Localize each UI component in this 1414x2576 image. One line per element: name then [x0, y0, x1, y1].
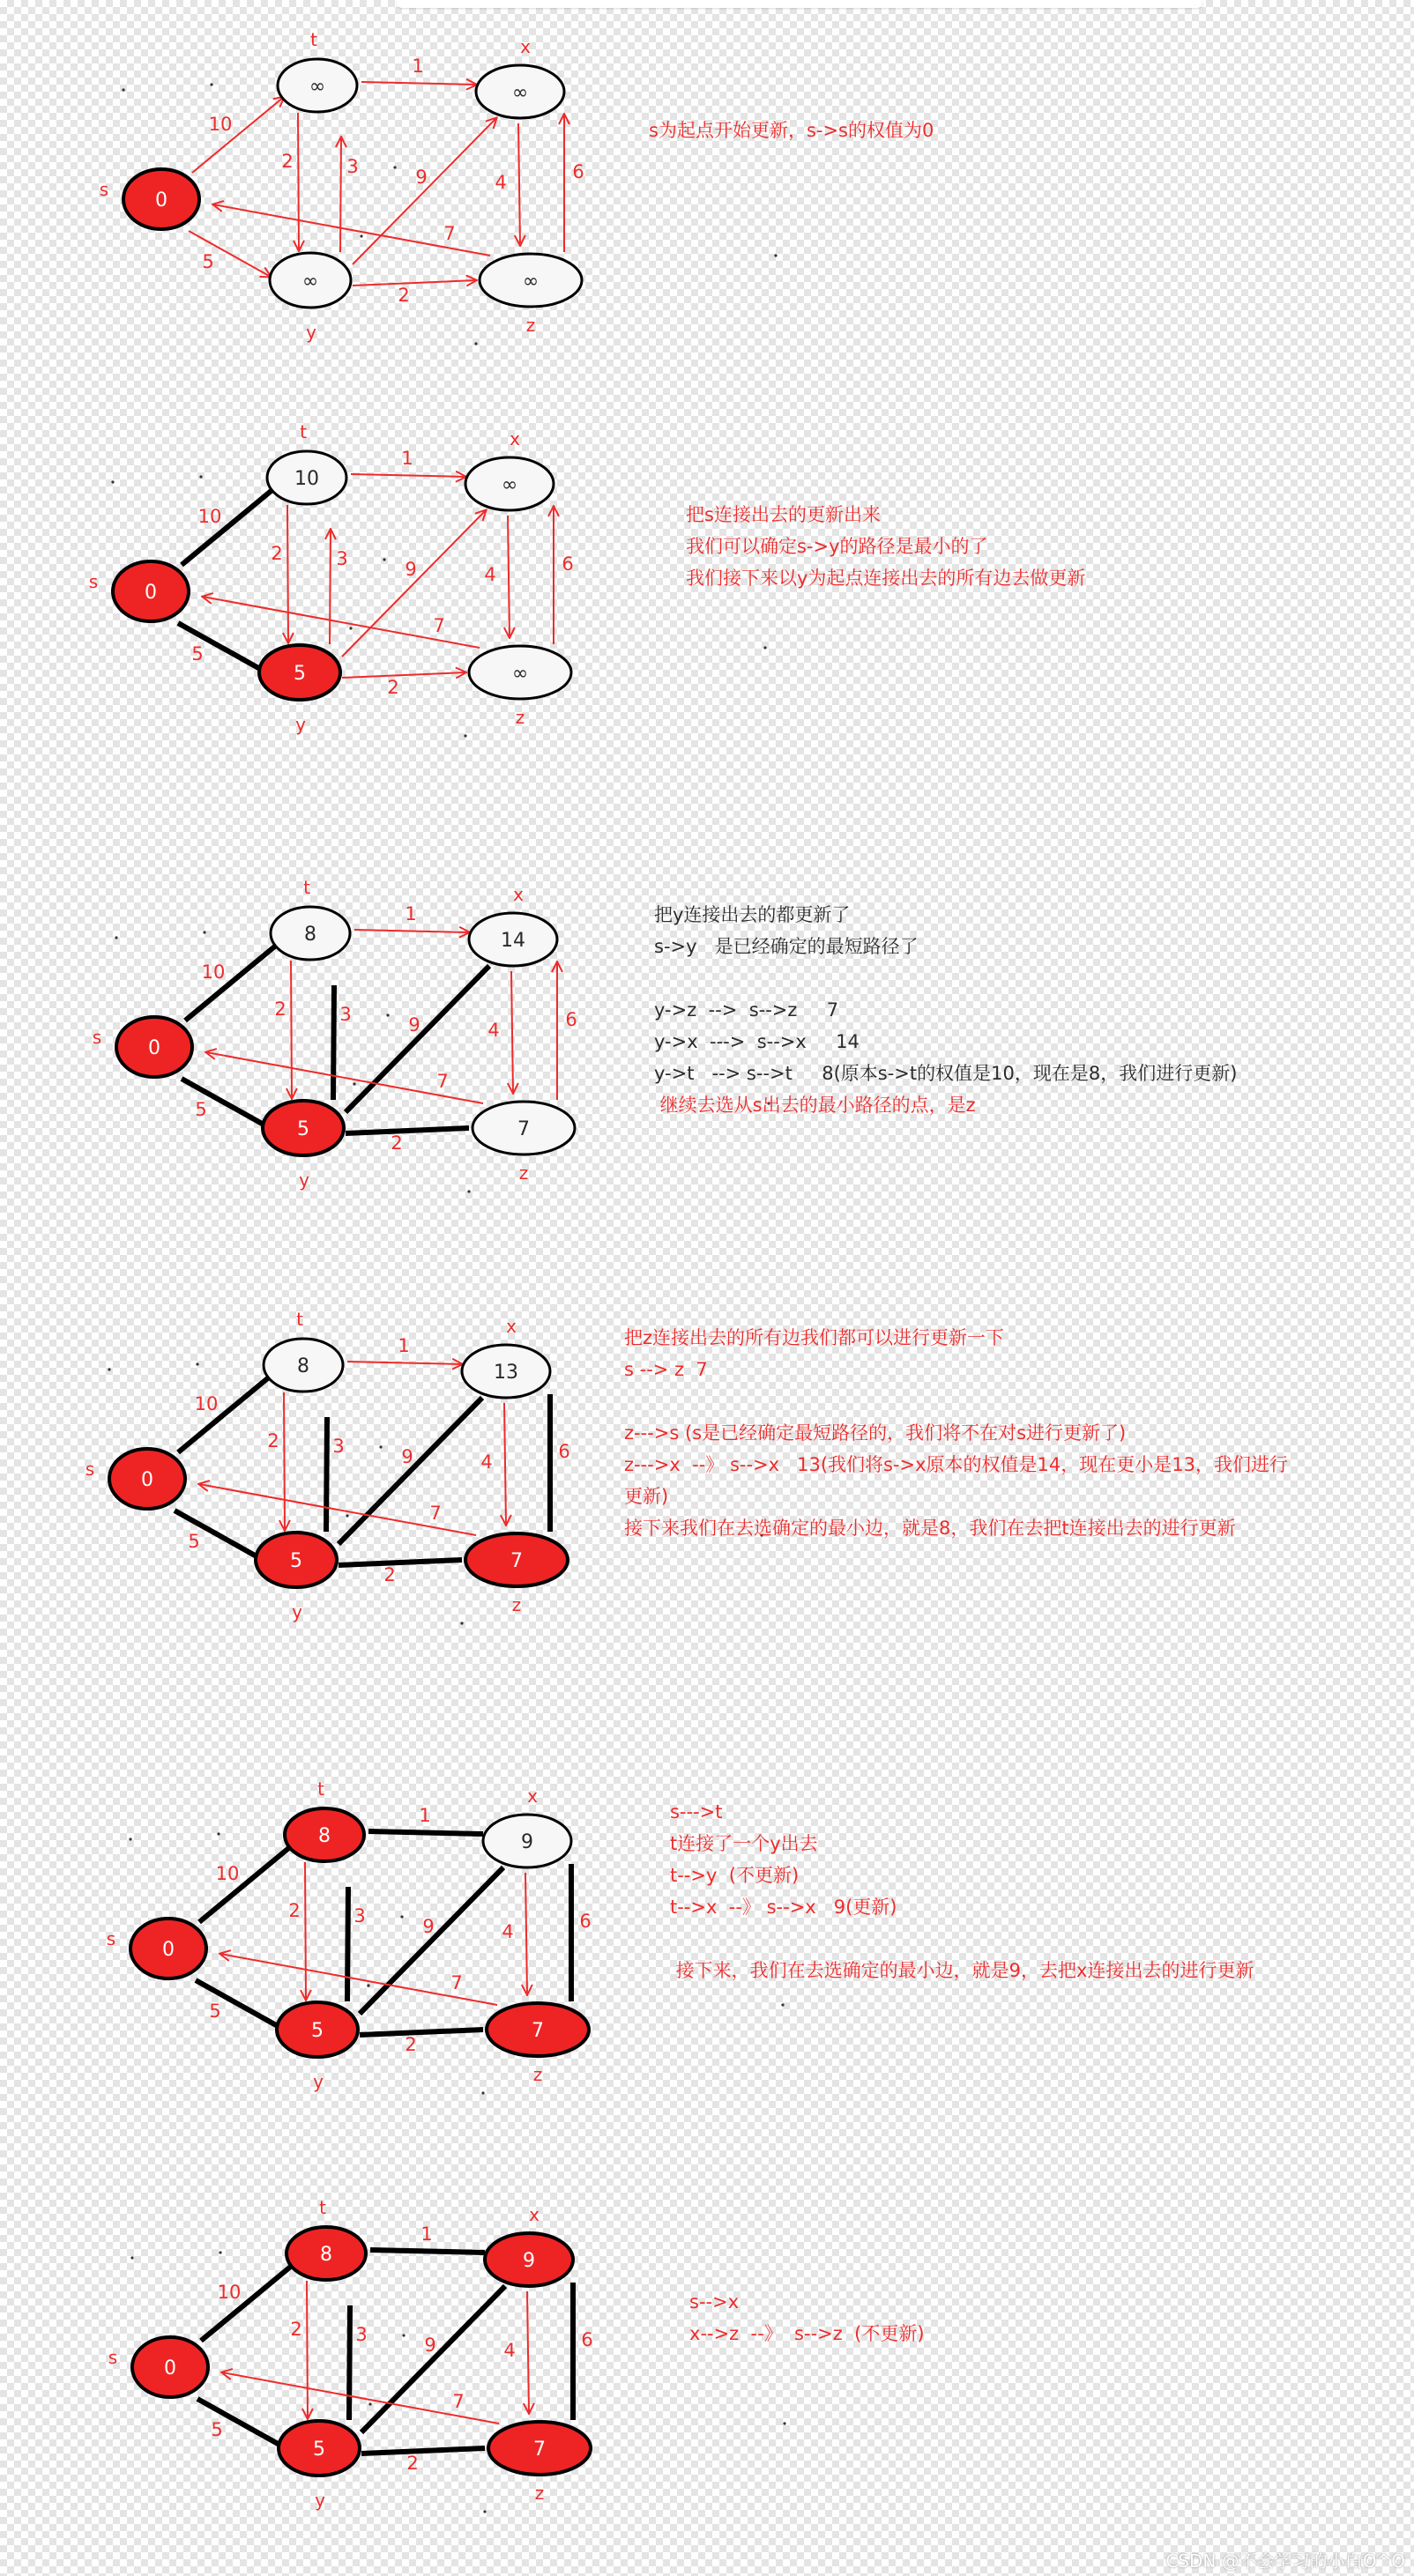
dot-mark — [129, 1837, 131, 1840]
node-label-s: s — [106, 1928, 116, 1949]
edge-weight-s-t: 10 — [217, 2282, 242, 2303]
panel-explanation-4 — [624, 1322, 1288, 1544]
node-label-y: y — [299, 1169, 309, 1191]
edge-s-t — [182, 489, 273, 565]
edge-weight-y-x: 9 — [424, 2335, 436, 2356]
edge-weight-y-t: 3 — [336, 548, 348, 569]
dot-mark — [467, 1190, 470, 1192]
node-value-t: 8 — [320, 2244, 332, 2266]
explanation-line — [654, 962, 1237, 994]
edge-weight-t-x: 1 — [405, 903, 417, 924]
edge-weight-y-z: 2 — [391, 1132, 403, 1154]
dot-mark — [763, 646, 766, 649]
node-value-z: 7 — [510, 1550, 523, 1572]
dot-mark — [783, 2422, 785, 2424]
edge-s-y — [182, 1079, 264, 1125]
dot-mark — [346, 1514, 348, 1517]
edge-weight-s-t: 10 — [197, 506, 222, 527]
edge-weight-t-x: 1 — [419, 1805, 431, 1826]
panel-explanation-6 — [689, 2286, 925, 2350]
edge-weight-z-s: 7 — [450, 1972, 463, 1993]
explanation-line — [624, 1385, 1288, 1417]
node-label-z: z — [532, 2064, 543, 2085]
node-label-y: y — [313, 2071, 324, 2092]
edge-y-x — [360, 1867, 503, 2014]
node-value-x: 13 — [494, 1362, 518, 1384]
explanation-line: 把z连接出去的所有边我们都可以进行更新一下 — [624, 1327, 1005, 1348]
edge-weight-s-t: 10 — [208, 114, 233, 135]
node-value-y: 5 — [313, 2439, 325, 2461]
node-value-t: 10 — [294, 468, 319, 490]
dot-mark — [483, 2510, 486, 2513]
panel-explanation-5 — [670, 1796, 1254, 1986]
node-label-z: z — [518, 1162, 529, 1184]
dot-mark — [379, 1445, 382, 1448]
edge-s-t — [201, 2265, 293, 2341]
explanation-line: 把s连接出去的更新出来 — [686, 504, 881, 525]
explanation-line: y->x ---> s-->x 14 — [654, 1031, 860, 1052]
edge-x-z — [527, 2291, 529, 2413]
dot-mark — [460, 1622, 463, 1624]
explanation-line: s->y 是已经确定的最短路径了 — [654, 936, 919, 957]
edge-weight-t-y: 2 — [274, 998, 287, 1020]
node-label-x: x — [506, 1316, 517, 1337]
dot-mark — [367, 1984, 369, 1986]
node-label-s: s — [108, 2347, 118, 2368]
explanation-line: 我们可以确定s->y的路径是最小的了 — [686, 536, 988, 557]
node-label-s: s — [88, 571, 99, 592]
edge-weight-t-y: 2 — [281, 151, 294, 172]
node-value-s: 0 — [155, 189, 167, 212]
edge-y-t — [349, 2305, 350, 2420]
edge-weight-z-x: 6 — [565, 1009, 577, 1030]
edge-weight-y-x: 9 — [405, 559, 417, 580]
edge-y-x — [353, 118, 496, 264]
edge-weight-y-z: 2 — [398, 285, 410, 306]
explanation-line: x-->z --》 s-->z (不更新) — [689, 2323, 925, 2344]
edge-weight-x-z: 4 — [495, 172, 507, 193]
edge-weight-y-x: 9 — [415, 167, 428, 188]
dot-mark — [474, 342, 477, 345]
edge-t-x — [370, 2250, 485, 2253]
edge-weight-x-z: 4 — [487, 1020, 500, 1041]
node-value-s: 0 — [164, 2357, 176, 2379]
node-value-y: 5 — [311, 2020, 324, 2042]
node-label-z: z — [534, 2483, 545, 2504]
graph-panel-1 — [100, 29, 778, 345]
dot-mark — [108, 1368, 110, 1370]
explanation-line: 我们接下来以y为起点连接出去的所有边去做更新 — [686, 568, 1086, 589]
edge-weight-s-y: 5 — [209, 2001, 221, 2022]
dot-mark — [400, 1915, 403, 1918]
node-label-y: y — [295, 714, 306, 735]
panel-explanation-1 — [649, 115, 934, 146]
edge-weight-t-y: 2 — [290, 2319, 302, 2340]
dot-mark — [219, 2251, 221, 2253]
edge-weight-t-x: 1 — [420, 2223, 433, 2245]
edge-weight-s-y: 5 — [211, 2419, 223, 2440]
edge-s-y — [196, 1980, 278, 2026]
edge-y-z — [342, 672, 465, 678]
edge-weight-z-x: 6 — [579, 1911, 592, 1932]
explanation-line: t连接了一个y出去 — [670, 1833, 818, 1854]
node-label-y: y — [292, 1601, 302, 1622]
dot-mark — [386, 1013, 389, 1016]
node-value-s: 0 — [145, 582, 157, 604]
node-label-x: x — [510, 428, 520, 449]
edge-t-y — [305, 1862, 306, 2000]
explanation-line — [670, 1923, 1254, 1955]
dot-mark — [353, 1082, 355, 1085]
edge-y-x — [346, 966, 489, 1112]
node-value-y: ∞ — [301, 271, 319, 293]
edge-weight-z-x: 6 — [562, 553, 574, 575]
explanation-line: t-->y (不更新) — [670, 1865, 800, 1886]
node-value-y: 5 — [290, 1550, 302, 1572]
edge-weight-y-t: 3 — [354, 1905, 366, 1926]
edge-weight-s-y: 5 — [191, 643, 204, 664]
edge-y-x — [342, 510, 486, 657]
edge-t-y — [307, 2281, 308, 2418]
graph-panel-2 — [89, 421, 767, 738]
node-value-x: 9 — [523, 2250, 535, 2272]
edge-weight-y-t: 3 — [339, 1004, 352, 1025]
edge-weight-s-t: 10 — [194, 1393, 219, 1414]
node-label-s: s — [85, 1459, 95, 1480]
edge-weight-y-z: 2 — [406, 2453, 419, 2474]
dot-mark — [111, 480, 114, 483]
node-label-x: x — [520, 36, 531, 57]
edge-y-x — [339, 1398, 482, 1544]
edge-weight-t-x: 1 — [398, 1335, 410, 1356]
dot-mark — [210, 83, 212, 85]
edge-y-z — [353, 280, 476, 286]
edge-y-z — [346, 1128, 469, 1133]
node-value-z: ∞ — [522, 271, 540, 293]
dot-mark — [402, 2334, 405, 2336]
node-value-t: 8 — [304, 924, 316, 946]
node-value-y: 5 — [297, 1118, 309, 1140]
edge-t-y — [284, 1392, 285, 1530]
edge-weight-s-t: 10 — [201, 961, 226, 983]
node-value-x: ∞ — [501, 474, 518, 496]
edge-weight-x-z: 4 — [480, 1451, 493, 1473]
node-label-t: t — [303, 877, 310, 898]
node-label-t: t — [300, 421, 307, 442]
dot-mark — [481, 2091, 484, 2094]
node-value-s: 0 — [148, 1037, 160, 1059]
dot-mark — [130, 2256, 133, 2259]
node-label-z: z — [525, 315, 536, 336]
node-label-x: x — [513, 884, 524, 905]
node-label-t: t — [296, 1309, 303, 1330]
node-label-t: t — [319, 2197, 326, 2218]
node-value-s: 0 — [162, 1939, 175, 1961]
explanation-line: 接下来，我们在去选确定的最小边，就是9，去把x连接出去的进行更新 — [670, 1960, 1254, 1981]
edge-y-z — [360, 2030, 483, 2035]
edge-s-t — [192, 97, 284, 173]
edge-weight-y-z: 2 — [387, 677, 399, 698]
edge-t-x — [361, 82, 476, 85]
edge-weight-z-x: 6 — [581, 2329, 593, 2350]
edge-weight-t-y: 2 — [271, 543, 283, 564]
dot-mark — [203, 931, 205, 933]
edge-weight-t-x: 1 — [401, 448, 413, 469]
node-value-t: ∞ — [309, 76, 326, 98]
edge-weight-z-s: 7 — [433, 615, 445, 636]
explanation-line: y->z --> s-->z 7 — [654, 999, 839, 1021]
dot-mark — [122, 88, 124, 91]
node-value-t: 8 — [297, 1355, 309, 1377]
dot-mark — [368, 2402, 371, 2405]
explanation-line: 把y连接出去的都更新了 — [654, 904, 851, 925]
node-value-x: 14 — [501, 930, 525, 952]
explanation-line: s为起点开始更新，s->s的权值为0 — [649, 120, 934, 141]
edge-weight-s-y: 5 — [202, 251, 214, 272]
edge-weight-z-s: 7 — [452, 2391, 465, 2412]
dot-mark — [196, 1362, 198, 1365]
edge-t-x — [347, 1362, 462, 1364]
node-label-y: y — [315, 2490, 325, 2511]
edge-y-x — [361, 2286, 505, 2432]
edge-weight-s-t: 10 — [215, 1863, 240, 1884]
edge-s-t — [199, 1846, 291, 1922]
graph-panel-6 — [108, 2197, 786, 2513]
edge-weight-y-t: 3 — [355, 2324, 368, 2345]
explanation-line: z--->s (s是已经确定最短路径的，我们将不在对s进行更新了) — [624, 1422, 1127, 1444]
edge-y-t — [330, 530, 331, 644]
edge-weight-y-x: 9 — [408, 1014, 420, 1036]
node-value-x: 9 — [521, 1831, 533, 1853]
edge-weight-y-t: 3 — [346, 156, 359, 177]
edge-weight-t-y: 2 — [288, 1900, 301, 1921]
node-label-y: y — [306, 322, 316, 343]
edge-weight-z-s: 7 — [443, 223, 456, 244]
edge-weight-s-y: 5 — [188, 1531, 200, 1552]
dot-mark — [199, 475, 202, 478]
edge-y-t — [326, 1417, 327, 1532]
edge-x-z — [504, 1403, 506, 1525]
panel-explanation-3 — [654, 899, 1237, 1121]
explanation-line: z--->x --》 s-->x 13(我们将s->x原本的权值是14，现在更小是13，我们进行 — [624, 1454, 1289, 1475]
edge-weight-y-x: 9 — [401, 1446, 413, 1467]
node-label-x: x — [527, 1785, 538, 1807]
edge-s-y — [178, 623, 260, 669]
node-label-z: z — [511, 1594, 522, 1615]
node-label-s: s — [99, 179, 109, 200]
node-value-y: 5 — [294, 663, 306, 685]
dot-mark — [393, 166, 396, 168]
edge-weight-x-z: 4 — [502, 1921, 514, 1942]
edge-y-z — [361, 2448, 485, 2454]
edge-weight-x-z: 4 — [503, 2340, 516, 2361]
edge-t-x — [354, 930, 469, 932]
edge-x-z — [508, 516, 510, 637]
edge-x-z — [518, 123, 520, 245]
edge-s-t — [178, 1377, 270, 1452]
edge-y-t — [333, 985, 334, 1100]
edge-weight-z-s: 7 — [436, 1071, 449, 1092]
edge-t-x — [351, 474, 465, 477]
node-label-t: t — [317, 1778, 324, 1800]
edge-weight-s-y: 5 — [195, 1099, 207, 1120]
edge-weight-t-x: 1 — [412, 56, 424, 77]
edge-t-y — [287, 505, 288, 642]
dot-mark — [781, 2003, 784, 2006]
edge-weight-y-x: 9 — [422, 1916, 435, 1937]
explanation-line: t-->x --》 s-->x 9(更新) — [670, 1897, 897, 1918]
edge-weight-y-t: 3 — [332, 1436, 345, 1457]
csdn-watermark: CSDN @不会学习的小白O^O — [1165, 2550, 1405, 2572]
node-value-z: ∞ — [511, 663, 529, 685]
edge-s-t — [185, 945, 277, 1021]
node-label-t: t — [310, 29, 317, 50]
edge-weight-y-z: 2 — [383, 1564, 396, 1585]
explanation-line: 接下来我们在去选确定的最小边，就是8，我们在去把t连接出去的进行更新 — [624, 1518, 1236, 1539]
edge-x-z — [525, 1873, 527, 1994]
dot-mark — [115, 936, 117, 939]
edge-s-y — [197, 2399, 279, 2445]
node-label-s: s — [92, 1027, 102, 1048]
edge-s-y — [189, 231, 271, 277]
node-value-z: 7 — [517, 1118, 530, 1140]
edge-weight-t-y: 2 — [267, 1430, 279, 1451]
dot-mark — [464, 734, 466, 737]
node-value-z: 7 — [532, 2020, 544, 2042]
dot-mark — [383, 558, 385, 560]
edge-weight-x-z: 4 — [484, 564, 496, 585]
dot-mark — [349, 627, 352, 629]
edge-y-z — [339, 1560, 462, 1565]
edge-t-x — [368, 1831, 483, 1834]
edge-x-z — [511, 971, 513, 1093]
edge-y-t — [347, 1887, 348, 2001]
node-label-x: x — [529, 2204, 540, 2225]
explanation-line: s --> z 7 — [624, 1359, 708, 1380]
edge-y-t — [340, 137, 341, 252]
edge-t-y — [291, 961, 292, 1098]
edge-weight-z-x: 6 — [572, 161, 584, 182]
dot-mark — [360, 234, 362, 237]
node-value-s: 0 — [141, 1469, 153, 1491]
edge-weight-z-s: 7 — [429, 1503, 442, 1524]
explanation-line: s-->x — [689, 2291, 740, 2312]
edge-t-y — [298, 113, 299, 250]
node-value-t: 8 — [318, 1825, 331, 1847]
dot-mark — [217, 1832, 220, 1835]
node-value-z: 7 — [533, 2439, 546, 2461]
edge-weight-z-x: 6 — [558, 1441, 570, 1462]
explanation-line: 更新) — [624, 1486, 669, 1507]
node-label-z: z — [515, 707, 525, 728]
edge-weight-y-z: 2 — [405, 2034, 417, 2055]
edge-s-y — [175, 1511, 257, 1556]
dot-mark — [774, 254, 777, 256]
explanation-line: s--->t — [670, 1801, 723, 1823]
node-value-x: ∞ — [511, 82, 529, 104]
explanation-line: 继续去选从s出去的最小路径的点，是z — [654, 1095, 976, 1116]
panel-explanation-2 — [686, 499, 1085, 594]
explanation-line: y->t --> s-->t 8(原本s->t的权值是10，现在是8，我们进行更新) — [654, 1063, 1238, 1084]
